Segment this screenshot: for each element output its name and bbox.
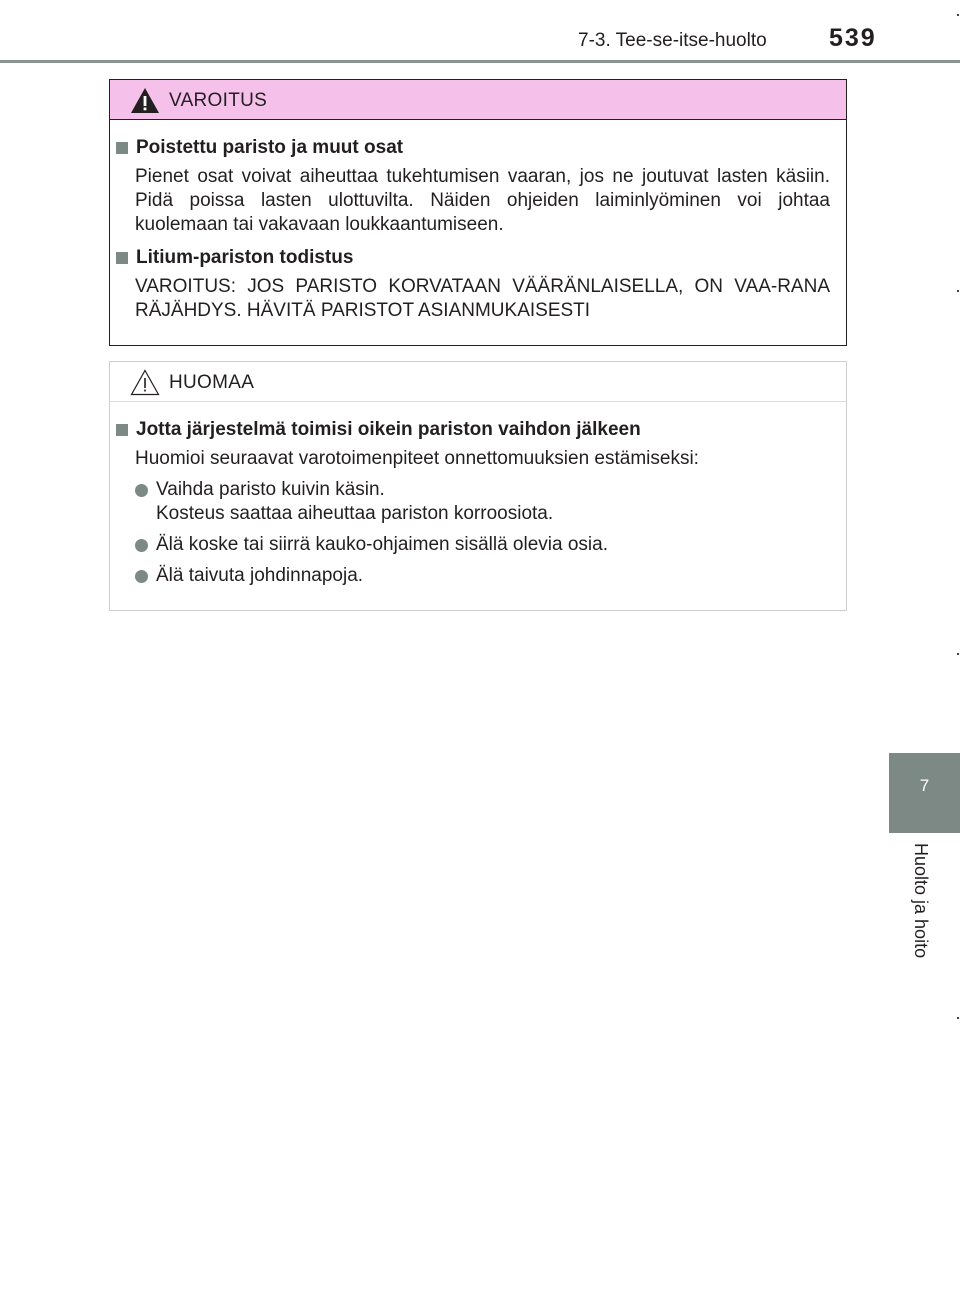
warning-section-text: VAROITUS: JOS PARISTO KORVATAAN VÄÄRÄNLAISELLA, ON VAA-RANA RÄJÄHDYS. HÄVITÄ PARISTOT ASIANMUKAISESTI bbox=[135, 276, 830, 321]
page-number: 539 bbox=[829, 24, 877, 52]
chapter-tab bbox=[889, 753, 960, 833]
round-bullet-icon bbox=[135, 484, 148, 497]
warning-section bbox=[116, 136, 830, 237]
header-section-title: 7-3. Tee-se-itse-huolto bbox=[578, 30, 767, 51]
edge-tick bbox=[957, 14, 959, 16]
list-item bbox=[135, 564, 830, 588]
notice-box-body bbox=[110, 402, 846, 588]
header-rule bbox=[0, 60, 960, 63]
chapter-tab-number: 7 bbox=[919, 776, 930, 795]
warning-section bbox=[116, 246, 830, 323]
caution-triangle-icon bbox=[130, 369, 160, 396]
list-item-text: Älä taivuta johdinnapoja. bbox=[156, 565, 364, 586]
warning-box-body bbox=[110, 120, 846, 323]
list-item-subtext: Kosteus saattaa aiheuttaa pariston korroosiota. bbox=[156, 503, 554, 524]
round-bullet-icon bbox=[135, 570, 148, 583]
warning-triangle-icon bbox=[130, 87, 160, 114]
warning-section-heading: Litium-pariston todistus bbox=[136, 247, 354, 268]
warning-section-heading: Poistettu paristo ja muut osat bbox=[136, 137, 404, 158]
edge-tick bbox=[957, 1017, 959, 1019]
square-bullet-icon bbox=[116, 142, 128, 154]
list-item-text: Älä koske tai siirrä kauko-ohjaimen sisällä olevia osia. bbox=[156, 534, 608, 555]
notice-box bbox=[109, 361, 847, 611]
warning-box-header bbox=[110, 80, 846, 120]
edge-tick bbox=[957, 290, 959, 292]
round-bullet-icon bbox=[135, 539, 148, 552]
chapter-tab-label: Huolto ja hoito bbox=[911, 843, 931, 959]
notice-heading: Jotta järjestelmä toimisi oikein pariston vaihdon jälkeen bbox=[136, 419, 641, 440]
square-bullet-icon bbox=[116, 424, 128, 436]
edge-tick bbox=[957, 653, 959, 655]
warning-box bbox=[109, 79, 847, 346]
notice-box-header bbox=[110, 362, 846, 402]
notice-intro: Huomioi seuraavat varotoimenpiteet onnettomuuksien estämiseksi: bbox=[135, 448, 699, 469]
list-item-text: Vaihda paristo kuivin käsin. bbox=[156, 479, 385, 500]
square-bullet-icon bbox=[116, 252, 128, 264]
warning-box-title: VAROITUS bbox=[169, 90, 268, 111]
list-item bbox=[135, 478, 830, 526]
list-item bbox=[135, 533, 830, 557]
warning-section-text: Pienet osat voivat aiheuttaa tukehtumisen vaaran, jos ne joutuvat lasten käsiin. Pidä poissa lasten ulottuvilta. Näiden ohjeiden laiminlyöminen voi johtaa kuolemaan tai vakavaan loukkaantumiseen. bbox=[135, 166, 830, 235]
notice-box-title: HUOMAA bbox=[169, 372, 255, 393]
